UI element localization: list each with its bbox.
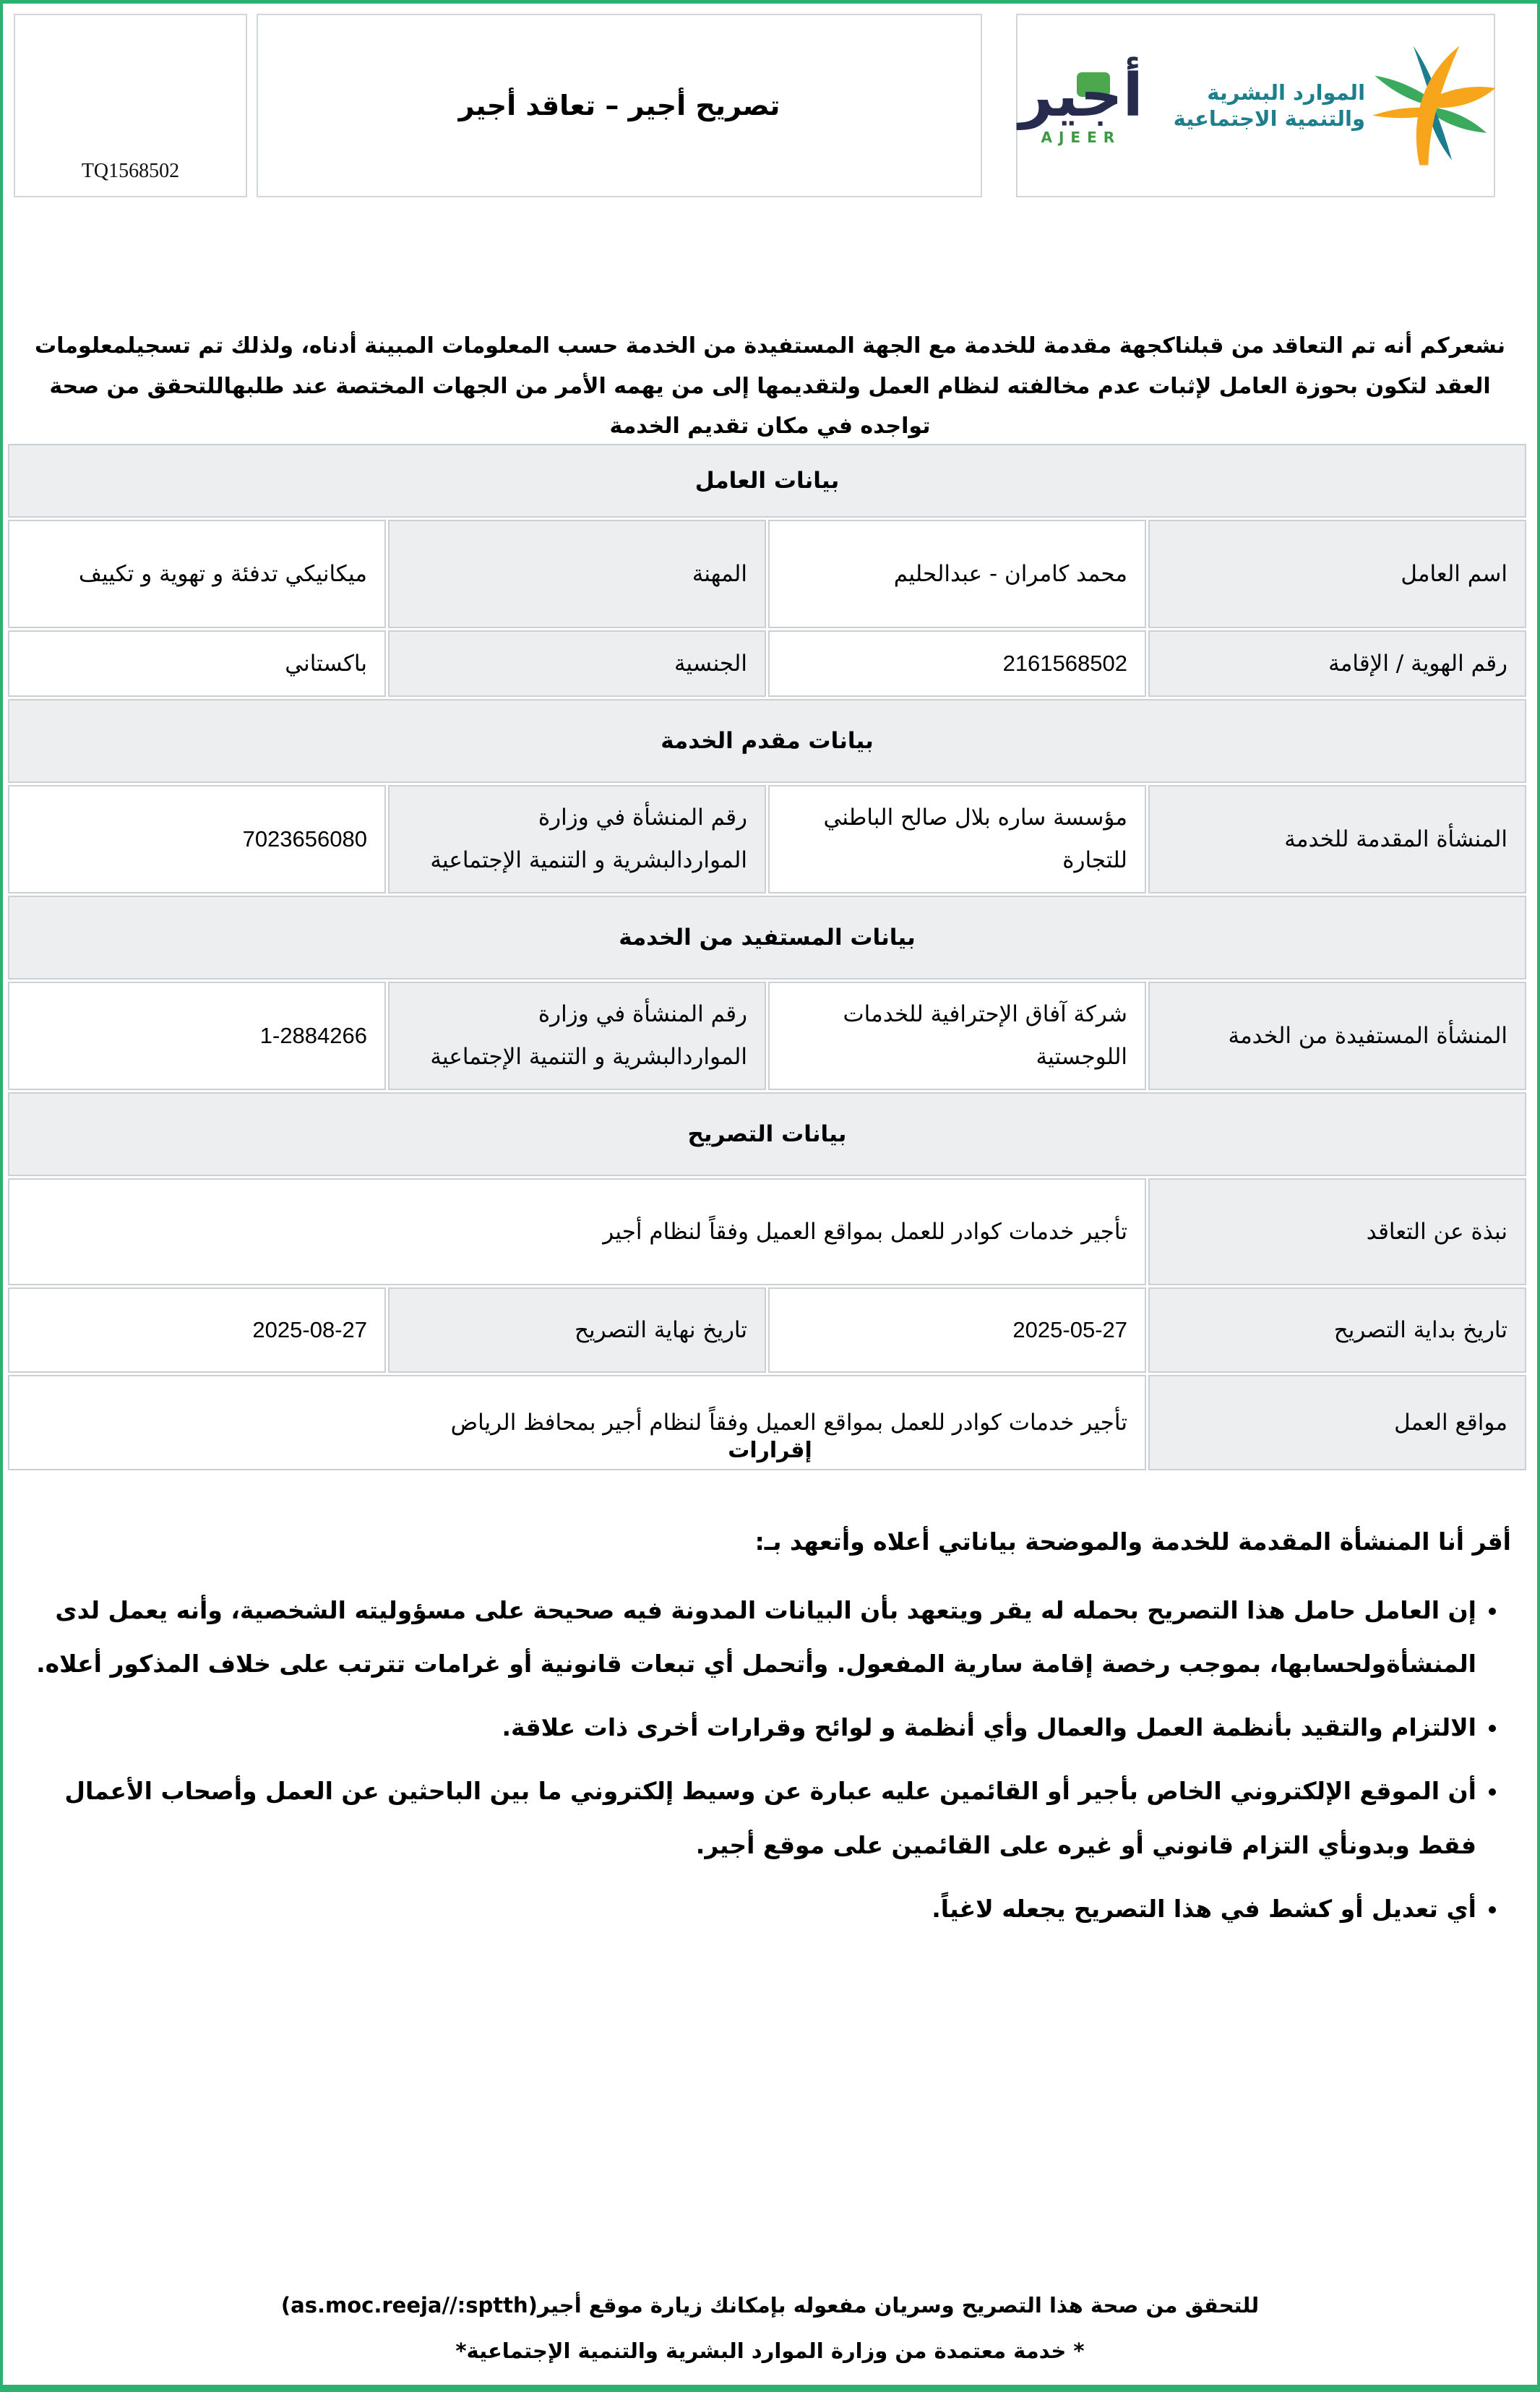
section-title-permit: بيانات التصريح	[8, 1092, 1526, 1176]
cell-label-provider-name: المنشأة المقدمة للخدمة	[1148, 785, 1526, 893]
cell-value-beneficiary-name: شركة آفاق الإحترافية للخدمات اللوجستية	[768, 982, 1146, 1090]
cell-value-nationality: باكستاني	[8, 630, 386, 697]
declarations-title: إقرارات	[728, 1438, 812, 1463]
cell-value-id-number: 2161568502	[768, 630, 1146, 697]
section-title-provider: بيانات مقدم الخدمة	[8, 699, 1526, 783]
header-tq-box	[14, 14, 247, 197]
cell-value-end-date: 2025-08-27	[8, 1287, 386, 1373]
table-row	[8, 1287, 1526, 1373]
cell-value-start-date: 2025-05-27	[768, 1287, 1146, 1373]
table-row	[8, 1178, 1526, 1285]
footer	[3, 2283, 1537, 2373]
section-header-row	[8, 444, 1526, 518]
footer-approved-line: * خدمة معتمدة من وزارة الموارد البشرية والتنمية الإجتماعية*	[455, 2338, 1085, 2363]
cell-label-beneficiary-number: رقم المنشأة في وزارة المواردالبشرية و التنمية الإجتماعية	[388, 982, 766, 1090]
table-row	[8, 785, 1526, 893]
cell-label-worker-name: اسم العامل	[1148, 520, 1526, 628]
table-row	[8, 982, 1526, 1090]
section-header-row	[8, 699, 1526, 783]
declaration-item: • إن العامل حامل هذا التصريح بحمله له يقر ويتعهد بأن البيانات المدونة فيه صحيحة على مسؤوليته الشخصية، وأنه يعمل لدى المنشأةولحسابها، بموجب رخصة إقامة سارية المفعول. وأتحمل أي تبعات قانونية أو غرامات تترتب على خلاف المذكور أعلاه.	[29, 1584, 1476, 1692]
declarations-section	[29, 1438, 1511, 1946]
declarations-list	[29, 1584, 1511, 1937]
section-header-row	[8, 896, 1526, 979]
cell-value-provider-name: مؤسسة ساره بلال صالح الباطني للتجارة	[768, 785, 1146, 893]
logo-group	[1018, 15, 1494, 196]
permit-data-table	[6, 442, 1528, 1473]
cell-label-end-date: تاريخ نهاية التصريح	[388, 1287, 766, 1373]
permit-number: TQ1568502	[81, 160, 180, 182]
ministry-name	[1174, 80, 1365, 132]
cell-label-work-locations: مواقع العمل	[1148, 1375, 1526, 1470]
header-logo-box	[1016, 14, 1495, 197]
table-row	[8, 630, 1526, 697]
cell-value-worker-name: محمد كامران - عبدالحليم	[768, 520, 1146, 628]
ministry-logo	[1174, 43, 1497, 168]
ministry-palm-star-icon	[1372, 43, 1497, 168]
declaration-item: • أي تعديل أو كشط في هذا التصريح يجعله لاغياً.	[29, 1882, 1476, 1936]
cell-value-work-locations: تأجير خدمات كوادر للعمل بمواقع العميل وفقاً لنظام أجير بمحافظ الرياض	[8, 1375, 1146, 1470]
declaration-item: • أن الموقع الإلكتروني الخاص بأجير أو القائمين عليه عبارة عن وسيط إلكتروني ما بين الباحثين عن العمل وأصحاب الأعمال فقط وبدونأي التزام قانوني أو غيره على القائمين على موقع أجير.	[29, 1765, 1476, 1872]
cell-label-contract-summary: نبذة عن التعاقد	[1148, 1178, 1526, 1285]
cell-label-start-date: تاريخ بداية التصريح	[1148, 1287, 1526, 1373]
intro-paragraph: نشعركم أنه تم التعاقد من قبلناكجهة مقدمة للخدمة مع الجهة المستفيدة من الخدمة حسب المعلومات المبينة أدناه، ولذلك تم تسجيلمعلومات العقد لتكون بحوزة العامل لإثبات عدم مخالفته لنظام العمل ولتقديمها إلى من يهمه الأمر من الجهات المختصة عند طلبهاللتحقق من صحة تواجده في مكان تقديم الخدمة	[34, 333, 1506, 439]
cell-label-provider-number: رقم المنشأة في وزارة المواردالبشرية و التنمية الإجتماعية	[388, 785, 766, 893]
footer-verification-line: للتحقق من صحة هذا التصريح وسريان مفعوله بإمكانك زيارة موقع أجير(as.moc.reeja//:sptth)	[280, 2293, 1260, 2318]
cell-label-beneficiary-name: المنشأة المستفيدة من الخدمة	[1148, 982, 1526, 1090]
section-title-beneficiary: بيانات المستفيد من الخدمة	[8, 896, 1526, 979]
section-header-row	[8, 1092, 1526, 1176]
declarations-intro: أقر أنا المنشأة المقدمة للخدمة والموضحة بياناتي أعلاه وأتعهد بـ:	[754, 1527, 1511, 1556]
cell-label-nationality: الجنسية	[388, 630, 766, 697]
table-row	[8, 520, 1526, 628]
cell-value-contract-summary: تأجير خدمات كوادر للعمل بمواقع العميل وفقاً لنظام أجير	[8, 1178, 1146, 1285]
declaration-item: • الالتزام والتقيد بأنظمة العمل والعمال وأي أنظمة و لوائح وقرارات أخرى ذات علاقة.	[29, 1701, 1476, 1754]
ajeer-wordmark: أجير	[1015, 65, 1148, 127]
cell-value-profession: ميكانيكي تدفئة و تهوية و تكييف	[8, 520, 386, 628]
ajeer-latin-label: AJEER	[1041, 129, 1122, 147]
cell-value-provider-number: 7023656080	[8, 785, 386, 893]
header-title-box	[257, 14, 982, 197]
ministry-name-line2: والتنمية الاجتماعية	[1173, 106, 1366, 131]
cell-label-id-number: رقم الهوية / الإقامة	[1148, 630, 1526, 697]
page-title: تصريح أجير – تعاقد أجير	[458, 90, 780, 121]
section-title-worker: بيانات العامل	[8, 444, 1526, 518]
ajeer-logo	[1015, 61, 1148, 147]
ministry-name-line1: الموارد البشرية	[1207, 80, 1366, 105]
cell-value-beneficiary-number: 1-2884266	[8, 982, 386, 1090]
cell-label-profession: المهنة	[388, 520, 766, 628]
